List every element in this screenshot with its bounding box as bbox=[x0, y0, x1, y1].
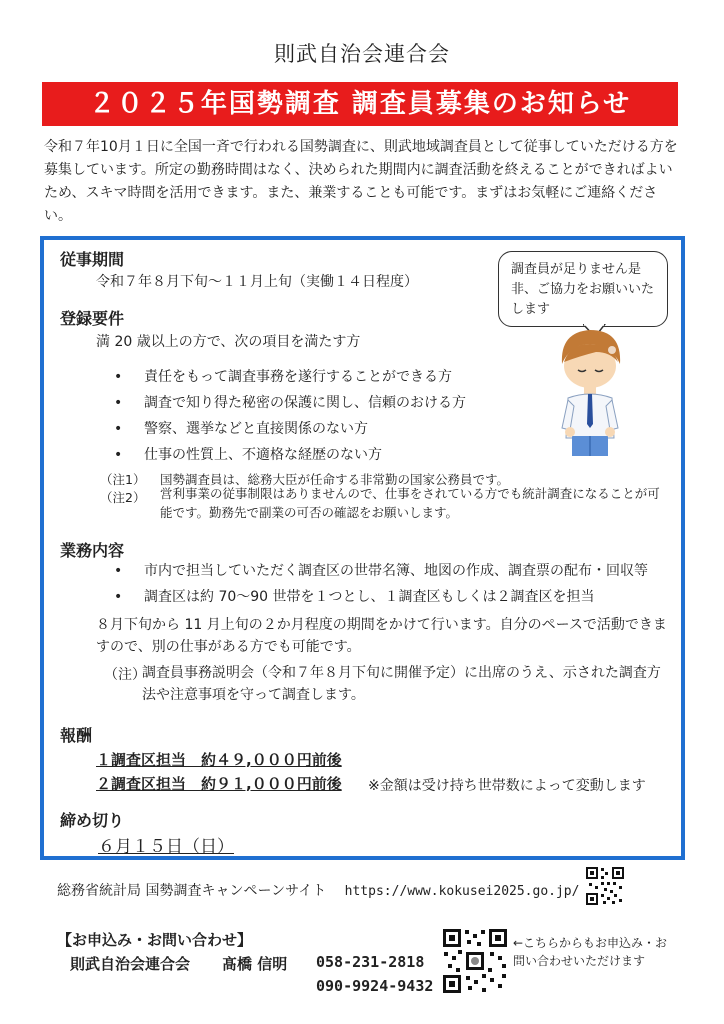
requirement-item bbox=[114, 366, 452, 386]
duties-paragraph: ８月下旬から 11 月上旬の２か月程度の期間をかけて行います。自分のペースで活動できますので、別の仕事がある方でも可能です。 bbox=[96, 617, 667, 655]
duties-heading: 業務内容 bbox=[60, 541, 125, 560]
duty-text: 市内で担当していただく調査区の世帯名簿、地図の作成、調査票の配布・回収等 bbox=[144, 563, 648, 579]
contact-name: 髙橋 信明 bbox=[222, 955, 288, 973]
bullet-icon: • bbox=[114, 447, 123, 463]
duty-item bbox=[114, 560, 648, 580]
period-text: 令和７年８月下旬～１１月上旬（実働１４日程度） bbox=[96, 274, 418, 290]
bullet-icon: • bbox=[114, 421, 123, 437]
contact-phone-2[interactable]: 090-9924-9432 bbox=[316, 977, 434, 995]
intro-paragraph: 令和７年10月１日に全国一斉で行われる国勢調査に、則武地域調査員として従事していただける方を募集しています。所定の勤務時間はなく、決められた期間内に調査活動を終えることができればよいため、スキマ時間を活用できます。また、兼業することも可能です。まずはお気軽にご連絡ください。 bbox=[44, 139, 678, 224]
contact-title: 【お申込み・お問い合わせ】 bbox=[57, 931, 253, 949]
deadline-date: ６月１５日（日） bbox=[98, 837, 234, 857]
duty-text: 調査区は約 70～90 世帯を１つとし、１調査区もしくは２調査区を担当 bbox=[144, 589, 595, 605]
requirement-item bbox=[114, 444, 382, 464]
contact-org: 則武自治会連合会 bbox=[70, 955, 191, 973]
duties-note-label: （注） bbox=[104, 667, 146, 683]
requirements-lead: 満 20 歳以上の方で、次の項目を満たす方 bbox=[96, 334, 361, 350]
requirement-text: 警察、選挙などと直接関係のない方 bbox=[144, 421, 368, 437]
reward-line-1: １調査区担当 約４９,０００円前後 bbox=[96, 751, 342, 769]
campaign-url-link[interactable]: https://www.kokusei2025.go.jp/ bbox=[344, 884, 580, 899]
qr-note: ←こちらからもお申込み・お問い合わせいただけます bbox=[513, 936, 668, 968]
requirement-text: 責任をもって調査事務を遂行することができる方 bbox=[144, 369, 452, 385]
note2-text: 営利事業の従事制限はありませんので、仕事をされている方でも統計調査になることが可能です。勤務先で副業の可否の確認をお願いします。 bbox=[160, 486, 660, 520]
requirement-text: 調査で知り得た秘密の保護に関し、信頼のおける方 bbox=[144, 395, 466, 411]
bullet-icon: • bbox=[114, 589, 123, 605]
duty-item bbox=[114, 586, 595, 606]
bullet-icon: • bbox=[114, 369, 123, 385]
campaign-label: 総務省統計局 国勢調査キャンペーンサイト bbox=[57, 883, 327, 899]
bowing-person-illustration bbox=[540, 320, 640, 460]
deadline-heading: 締め切り bbox=[60, 811, 125, 830]
requirement-item bbox=[114, 418, 368, 438]
campaign-site-line bbox=[57, 880, 579, 900]
note1-text: 国勢調査員は、総務大臣が任命する非常勤の国家公務員です。 bbox=[160, 472, 510, 487]
bullet-icon: • bbox=[114, 563, 123, 579]
speech-bubble: 調査員が足りません是非、ご協力をお願いいたします bbox=[498, 251, 668, 327]
page-title-banner: ２０２５年国勢調査 調査員募集のお知らせ bbox=[42, 82, 678, 126]
campaign-qr-code[interactable] bbox=[585, 866, 625, 906]
contact-phone-1[interactable]: 058-231-2818 bbox=[316, 953, 425, 971]
organization-name: 則武自治会連合会 bbox=[274, 42, 450, 66]
period-heading: 従事期間 bbox=[60, 250, 125, 269]
duties-note-text: 調査員事務説明会（令和７年８月下旬に開催予定）に出席のうえ、示された調査方法や注意事項を守って調査します。 bbox=[142, 665, 661, 703]
note1-label: （注1） bbox=[100, 472, 146, 487]
reward-heading: 報酬 bbox=[60, 726, 93, 745]
reward-note: ※金額は受け持ち世帯数によって変動します bbox=[368, 778, 646, 794]
requirements-heading: 登録要件 bbox=[60, 309, 125, 328]
bullet-icon: • bbox=[114, 395, 123, 411]
requirement-text: 仕事の性質上、不適格な経歴のない方 bbox=[144, 447, 382, 463]
reward-line-2: ２調査区担当 約９１,０００円前後 bbox=[96, 775, 342, 793]
requirement-item bbox=[114, 392, 466, 412]
application-qr-code[interactable] bbox=[442, 928, 508, 994]
note2-label: （注2） bbox=[100, 490, 146, 505]
